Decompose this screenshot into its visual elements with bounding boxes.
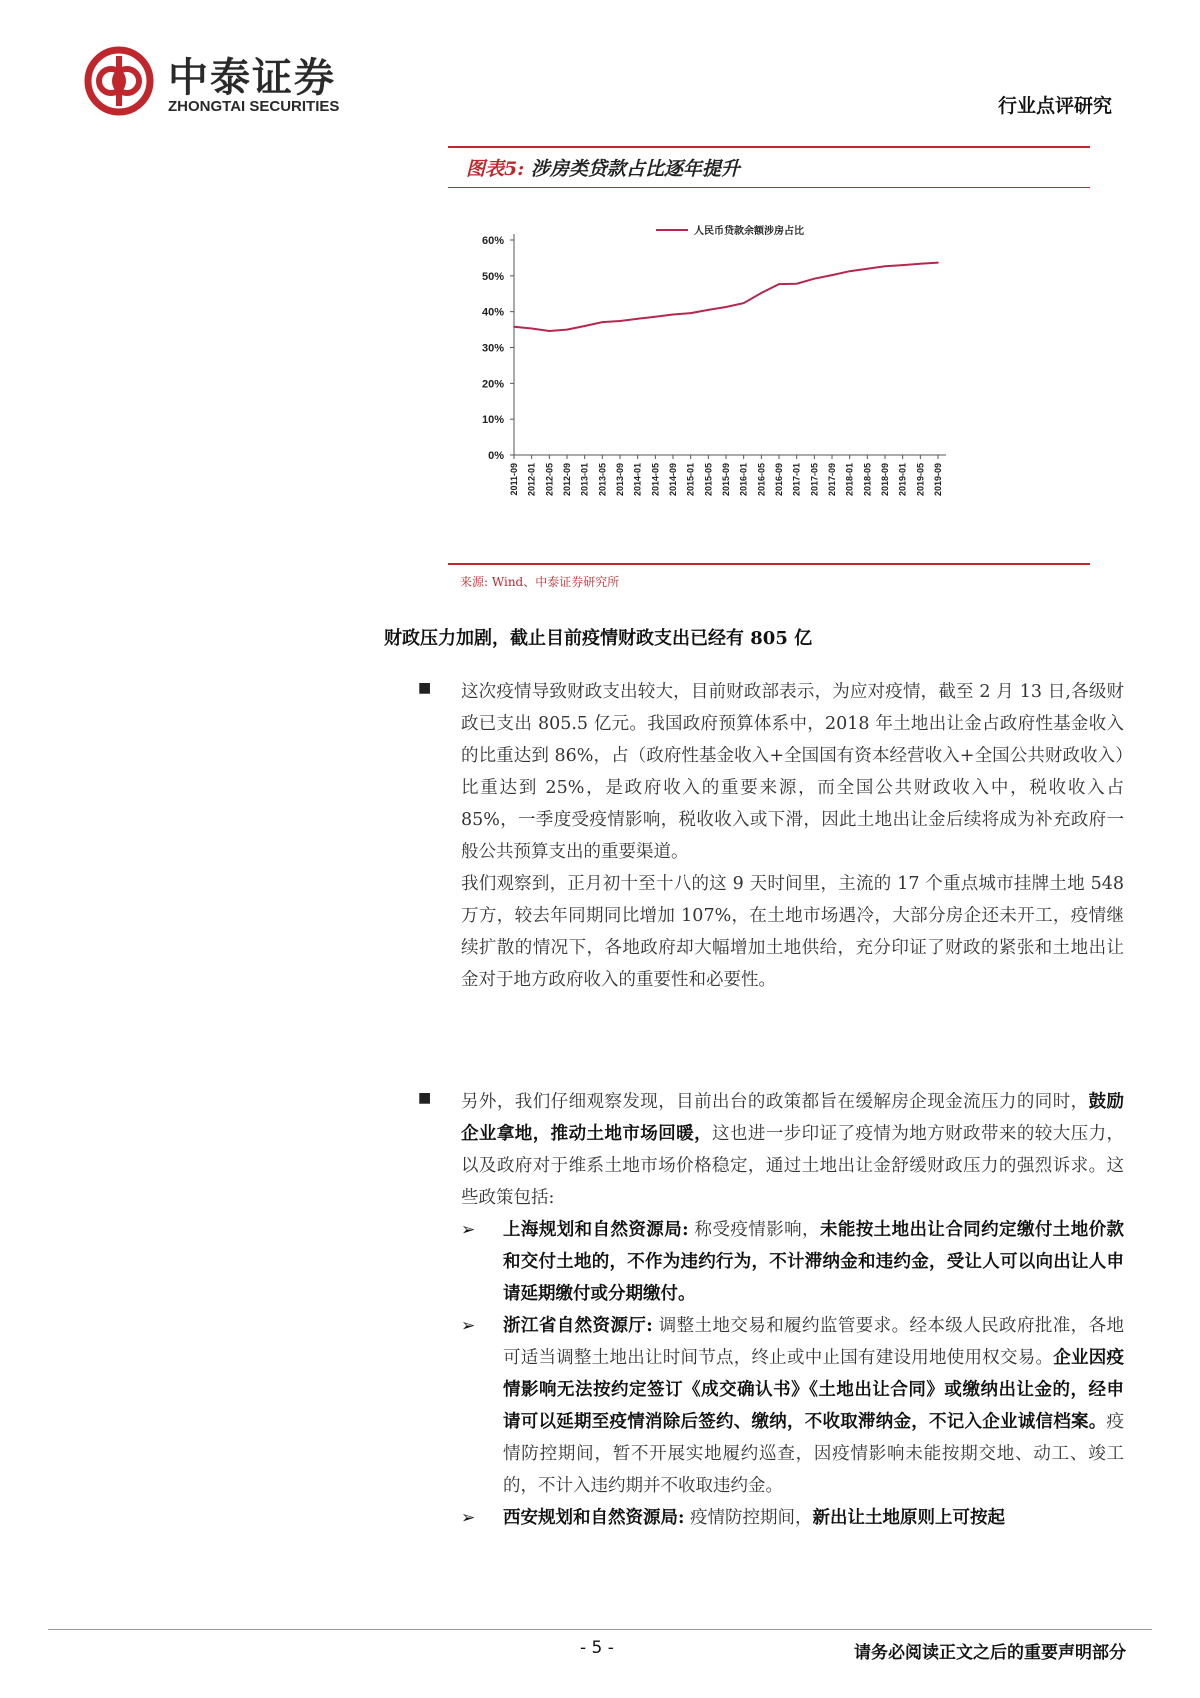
policy-source: 浙江省自然资源厅: [503, 1316, 653, 1336]
policy-item [461, 1310, 1124, 1502]
data-point [867, 268, 869, 270]
x-tick-label: 2018-09 [880, 463, 890, 497]
figure-title-text: 涉房类贷款占比逐年提升 [530, 158, 740, 180]
page-number: - 5 - [580, 1638, 614, 1658]
company-logo [84, 40, 414, 130]
series-line [514, 263, 938, 331]
data-point [672, 314, 674, 316]
figure-title [448, 148, 1090, 188]
data-point [761, 292, 763, 294]
line-chart [448, 188, 1090, 563]
x-tick-label: 2014-01 [632, 463, 643, 497]
paragraph: 这次疫情导致财政支出较大，目前财政部表示，为应对疫情，截至 2 月 13 日,各级财政已支出 805.5 亿元。我国政府预算体系中，2018 年土地出让金占政府性基金收入的比重达到 86%，占（政府性基金收入+全国国有资本经营收入+全国公共财政收入）比重达到 25%，是政府收入的重要来源，而全国公共财政收入中，税收收入占 85%，一季度受疫情影响，税收收入或下滑，因此土地出让金后续将成为补充政府一般公共预算支出的重要渠道。 [461, 682, 1124, 862]
y-tick-label: 0% [488, 450, 504, 462]
bold-text: 未能按土地出让合同约定缴付土地价款和交付土地的，不作为违约行为，不计滞纳金和违约金，受让人可以向出让人申请延期缴付或分期缴付。 [503, 1220, 1125, 1304]
text-span: 调整土地交易和履约监管要求。经本级人民政府批准，各地可适当调整土地出让时间节点，终止或中止国有建设用地使用权交易。 [503, 1316, 1124, 1368]
data-point [743, 302, 745, 304]
data-point [584, 325, 586, 327]
data-point [690, 312, 692, 314]
x-tick-label: 2012-09 [562, 463, 572, 497]
x-tick-label: 2012-05 [544, 463, 555, 497]
x-tick-label: 2015-09 [721, 463, 731, 497]
x-tick-label: 2017-01 [791, 463, 802, 497]
chart-svg [448, 188, 1090, 563]
square-bullet-icon: ■ [418, 1090, 432, 1106]
section-title: 财政压力加剧，截止目前疫情财政支出已经有 805 亿 [384, 628, 813, 649]
x-tick-label: 2016-09 [774, 463, 784, 497]
logo-chinese-name: 中泰证券 [168, 55, 336, 101]
bullet-block-1 [418, 676, 1124, 996]
data-point [708, 309, 710, 311]
x-tick-label: 2015-05 [703, 463, 714, 497]
arrow-bullet-icon: ➢ [461, 1508, 476, 1528]
data-point [796, 283, 798, 285]
x-tick-label: 2011-09 [509, 463, 519, 496]
data-point [602, 321, 604, 323]
x-tick-label: 2019-09 [933, 463, 943, 497]
logo-english-name: ZHONGTAI SECURITIES [168, 98, 340, 115]
data-point [778, 283, 780, 285]
paragraph [461, 1086, 1124, 1214]
x-tick-label: 2018-01 [844, 463, 855, 497]
policy-source: 西安规划和自然资源局: [503, 1508, 685, 1528]
arrow-bullet-icon: ➢ [461, 1316, 476, 1336]
data-point [937, 262, 939, 264]
x-tick-label: 2014-05 [650, 463, 661, 497]
arrow-bullet-icon: ➢ [461, 1220, 476, 1240]
data-point [884, 265, 886, 267]
text-span: 另外，我们仔细观察发现，目前出台的政策都旨在缓解房企现金流压力的同时， [461, 1092, 1089, 1112]
x-tick-label: 2018-05 [862, 463, 873, 497]
policy-item [461, 1502, 1124, 1534]
y-tick-label: 10% [481, 414, 504, 427]
policy-source: 上海规划和自然资源局: [503, 1220, 689, 1240]
x-tick-label: 2014-09 [668, 463, 678, 497]
data-point [637, 318, 639, 320]
y-tick-label: 20% [481, 378, 504, 391]
paragraph: 我们观察到，正月初十至十八的这 9 天时间里，主流的 17 个重点城市挂牌土地 548 万方，较去年同期同比增加 107%，在土地市场遇冷，大部分房企还未开工，疫情继续扩散的情况下，各地政府却大幅增加土地供给，充分印证了财政的紧张和土地出让金对于地方政府收入的重要性和必要性。 [461, 874, 1124, 990]
legend-label: 人民币贷款余额涉房占比 [694, 226, 804, 237]
data-point [531, 328, 533, 330]
data-point [566, 329, 568, 331]
data-point [725, 306, 727, 308]
bullet-block-2 [418, 1086, 1124, 1534]
x-tick-label: 2017-09 [827, 463, 837, 497]
figure-label: 图表5: [466, 158, 525, 180]
bold-text: 企业因疫情影响无法按约定签订《成交确认书》《土地出让合同》或缴纳出让金的，经申请可以延期至疫情消除后签约、缴纳，不收取滞纳金，不记入企业诚信档案。 [503, 1348, 1124, 1432]
data-point [902, 264, 904, 266]
x-tick-label: 2013-09 [615, 463, 625, 497]
figure-source: 来源: Wind、中泰证券研究所 [448, 563, 1090, 590]
footer-divider [48, 1629, 1152, 1630]
data-point [920, 263, 922, 265]
x-tick-label: 2017-05 [809, 463, 820, 497]
x-tick-label: 2019-01 [897, 463, 908, 497]
text-span: 这也进一步印证了疫情为地方财政带来的较大压力，以及政府对于维系土地市场价格稳定，通过土地出让金舒缓财政压力的强烈诉求。这些政策包括: [461, 1124, 1125, 1208]
text-span: 疫情防控期间，暂不开展实地履约巡查，因疫情影响未能按期交地、动工、竣工的，不计入违约期并不收取违约金。 [503, 1412, 1124, 1496]
square-bullet-icon: ■ [418, 680, 432, 696]
data-point [549, 330, 551, 332]
data-point [831, 274, 833, 276]
x-tick-label: 2015-01 [685, 463, 696, 497]
data-point [655, 316, 657, 318]
footer-disclaimer: 请务必阅读正文之后的重要声明部分 [854, 1643, 1126, 1663]
x-tick-label: 2013-05 [597, 463, 608, 497]
report-category: 行业点评研究 [997, 95, 1112, 117]
bold-text: 鼓励企业拿地，推动土地市场回暖， [461, 1092, 1125, 1144]
data-point [619, 320, 621, 322]
y-tick-label: 30% [481, 342, 504, 355]
y-tick-label: 60% [481, 235, 504, 247]
figure-5 [448, 146, 1090, 590]
x-tick-label: 2012-01 [526, 463, 537, 497]
text-span: 疫情防控期间， [684, 1508, 813, 1528]
x-tick-label: 2016-05 [756, 463, 767, 497]
y-tick-label: 40% [481, 306, 504, 319]
x-tick-label: 2019-05 [915, 463, 926, 497]
data-point [513, 326, 515, 328]
x-tick-label: 2013-01 [579, 463, 590, 497]
data-point [849, 270, 851, 272]
y-tick-label: 50% [481, 270, 504, 283]
data-point [814, 278, 816, 280]
bold-text: 新出让土地原则上可按起 [812, 1508, 1006, 1528]
x-tick-label: 2016-01 [738, 463, 749, 497]
text-span: 称受疫情影响， [688, 1220, 820, 1240]
policy-item [461, 1214, 1124, 1310]
zhongtai-logo-icon [84, 46, 154, 116]
